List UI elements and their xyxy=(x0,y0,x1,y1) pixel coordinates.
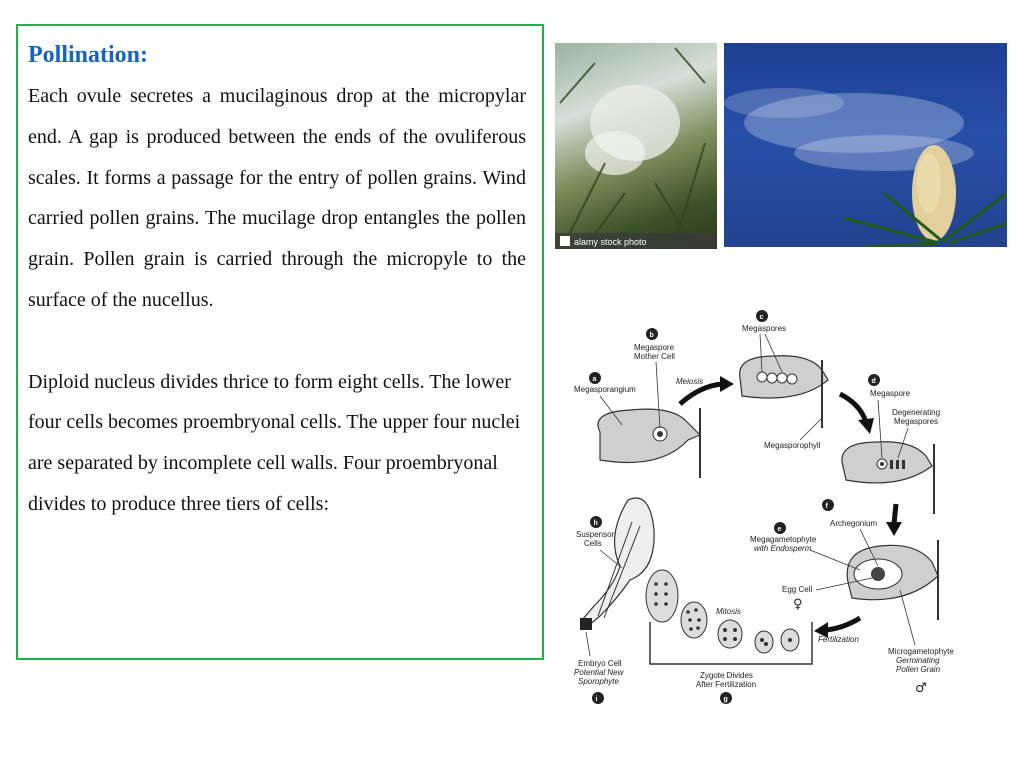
label-megasporophyll: Megasporophyll xyxy=(764,441,821,450)
step-g: g xyxy=(723,696,728,703)
label-germinating: Germinating xyxy=(896,656,940,665)
label-mother-cell: Mother Cell xyxy=(634,352,675,361)
step-e: e xyxy=(777,526,782,533)
label-meiosis: Meiosis xyxy=(676,377,704,386)
label-suspensor: Suspensor xyxy=(576,530,615,539)
label-pollen-grain: Pollen Grain xyxy=(896,665,941,674)
label-egg-cell: Egg Cell xyxy=(782,585,813,594)
label-potential-new: Potential New xyxy=(574,668,624,677)
step-a: a xyxy=(592,376,597,383)
label-megasporangium: Megasporangium xyxy=(574,385,636,394)
photo-watermark: alamy stock photo xyxy=(574,237,647,247)
label-with-endosperm: with Endosperm xyxy=(754,544,812,553)
female-symbol: ♀ xyxy=(793,597,803,612)
life-cycle-diagram xyxy=(560,300,1000,710)
step-c: c xyxy=(759,314,764,321)
label-zygote-divides: Zygote Divides xyxy=(700,671,753,680)
step-i: i xyxy=(595,696,598,703)
pollination-text-panel xyxy=(16,24,544,660)
section-title: Pollination: xyxy=(28,42,149,68)
pine-pollen-photo xyxy=(555,43,717,249)
label-fertilization: Fertilization xyxy=(818,635,859,644)
label-after-fertilization: After Fertilization xyxy=(696,680,757,689)
label-degenerating: Degenerating xyxy=(892,408,941,417)
step-h: h xyxy=(593,520,598,527)
embryo-paragraph: Diploid nucleus divides thrice to form eight cells. The lower four cells becomes proembryonal cells. The upper four nuclei are separated by incomplete cell walls. Four proembryonal divides to produce three tiers of cells: xyxy=(28,370,521,515)
pollination-paragraph: Each ovule secretes a mucilaginous drop at the micropylar end. A gap is produced between the ends of the ovuliferous scales. It forms a passage for the entry of pollen grains. Wind carried pollen grains. The mucilage drop entangles the pollen grain. Pollen grain is carried through the micropyle to the surface of the nucellus. xyxy=(28,85,526,311)
label-megaspore: Megaspore xyxy=(870,389,911,398)
label-embryo-cell: Embryo Cell xyxy=(578,659,622,668)
pine-cone-illustration xyxy=(724,43,1007,247)
label-cells: Cells xyxy=(584,539,602,548)
step-b: b xyxy=(649,332,654,339)
label-archegonium: Archegonium xyxy=(830,519,878,528)
label-microgametophyte: Microgametophyte xyxy=(888,647,954,656)
pine-pollen-illustration xyxy=(555,43,717,249)
label-megagametophyte: Megagametophyte xyxy=(750,535,817,544)
pine-cone-photo xyxy=(724,43,1007,247)
alamy-logo-icon xyxy=(560,236,570,246)
label-mitosis: Mitosis xyxy=(716,607,741,616)
male-symbol: ♂ xyxy=(915,681,927,696)
step-f: f xyxy=(825,503,828,510)
label-sporophyte: Sporophyte xyxy=(578,677,619,686)
label-megaspores: Megaspores xyxy=(742,324,787,333)
step-d: d xyxy=(871,378,876,385)
label-degenerating-megaspores: Megaspores xyxy=(894,417,939,426)
label-megaspore-mother: Megaspore xyxy=(634,343,675,352)
